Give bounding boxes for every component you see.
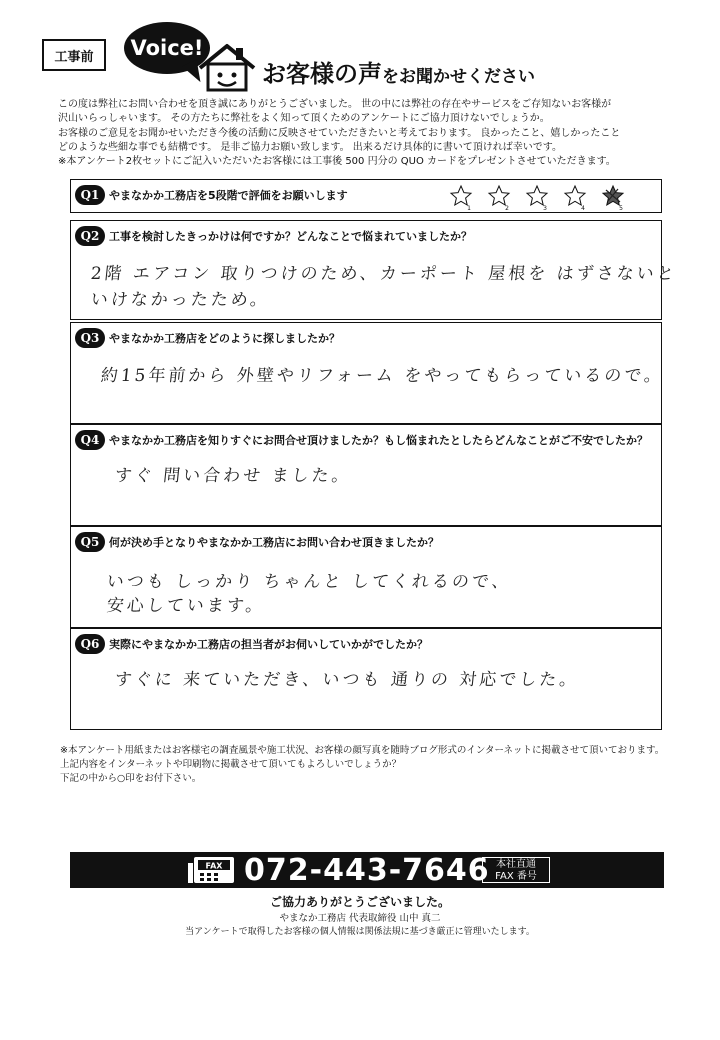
title-main: お客様の声 <box>262 60 382 88</box>
intro-line: この度は弊社にお問い合わせを頂き誠にありがとうございました。 世の中には弊社の存在やサービスをご存知ないお客様が <box>58 99 612 110</box>
star-5-selected[interactable] <box>601 184 625 212</box>
intro-line: 沢山いらっしゃいます。 その方たちに弊社をよく知って頂くためのアンケートにご協力頂けないでしょうか。 <box>58 113 550 125</box>
fax-machine-icon <box>186 855 236 885</box>
question-q5 <box>70 526 662 628</box>
question-q1 <box>70 179 662 213</box>
question-badge: Q5 <box>75 532 105 552</box>
note-line: 下記の中から○印をお付下さい。 <box>60 773 202 784</box>
intro-line: お客様のご意見をお聞かせいただき今後の活動に反映させていただきたいと考えております。 良かったこと、嬉しかったこと <box>58 127 621 139</box>
star-2[interactable] <box>487 184 511 212</box>
thanks-message: ご協力ありがとうございました。 <box>269 895 450 909</box>
question-text: 何が決め手となりやまなかか工務店にお問い合わせ頂きましたか？ <box>109 536 439 549</box>
question-badge: Q6 <box>75 634 105 654</box>
voice-bubble: Voice! <box>124 22 210 74</box>
fax-number[interactable]: 072-443-7646 <box>244 852 490 888</box>
publication-consent-note <box>60 744 664 786</box>
question-text: 実際にやまなかか工務店の担当者がお伺いしていかがでしたか？ <box>109 638 428 651</box>
question-badge: Q3 <box>75 328 105 348</box>
star-number: 1 <box>467 205 471 212</box>
intro-line: どのような些細な事でも結構です。 是非ご協力お願い致します。 出来るだけ具体的に書いて頂ければ幸いです。 <box>58 141 562 153</box>
handwritten-answer: 安心しています。 <box>105 596 267 616</box>
question-text: やまなかか工務店をどのように探しましたか？ <box>109 332 340 345</box>
page-title <box>262 54 535 89</box>
question-badge: Q4 <box>75 430 105 450</box>
note-line: ※本アンケート用紙またはお客様宅の調査風景や施工状況、お客様の顔写真を随時ブログ形式のインターネットに掲載させて頂いております。 <box>60 745 665 756</box>
question-badge: Q1 <box>75 185 105 205</box>
rating-stars <box>449 184 625 212</box>
fax-label <box>482 857 550 883</box>
note-line: 上記内容をインターネットや印刷物に掲載させて頂いてもよろしいでしょうか？ <box>60 759 402 770</box>
fax-label-line: FAX 番号 <box>495 871 537 882</box>
question-text: 工事を検討したきっかけは何ですか？どんなことで悩まれていましたか？ <box>109 230 472 243</box>
fax-icon-label: FAX <box>205 861 223 871</box>
star-4[interactable] <box>563 184 587 212</box>
handwritten-answer: 約15年前から 外壁やリフォーム をやってもらっているので。 <box>99 366 666 386</box>
question-q3 <box>70 322 666 424</box>
star-number: 4 <box>581 205 585 212</box>
question-q4 <box>70 424 662 526</box>
handwritten-answer: 2階 エアコン 取りつけのため、カーポート 屋根を はずさないと <box>89 264 678 284</box>
handwritten-answer: いけなかったため。 <box>89 290 272 310</box>
star-1[interactable] <box>449 184 473 212</box>
fax-label-line: 本社直通 <box>496 859 536 870</box>
stage-label: 工事前 <box>42 39 106 71</box>
question-text: やまなかか工務店を知りすぐにお問合せ頂けましたか？もし悩まれたとしたらどんなことがご不安でしたか？ <box>109 434 648 447</box>
question-badge: Q2 <box>75 226 105 246</box>
handwritten-answer: すぐ 問い合わせ ました。 <box>113 466 353 486</box>
company-name: やまなか工務店 代表取締役 山中 真二 <box>279 913 441 924</box>
handwritten-answer: いつも しっかり ちゃんと してくれるので、 <box>105 572 513 592</box>
question-text: やまなかか工務店を5段階で評価をお願いします <box>109 189 348 202</box>
intro-line: ※本アンケート2枚セットにご記入いただいたお客様には工事後 500 円分の QUO カードをプレゼントさせていただきます。 <box>58 156 616 168</box>
privacy-note: 当アンケートで取得したお客様の個人情報は関係法規に基づき厳正に管理いたします。 <box>185 927 535 937</box>
star-number: 5 <box>619 205 623 212</box>
handwritten-answer: すぐに 来ていただき、いつも 通りの 対応でした。 <box>113 670 581 690</box>
intro-text <box>58 98 678 169</box>
star-number: 3 <box>543 205 547 212</box>
question-q6 <box>70 628 662 730</box>
star-3[interactable] <box>525 184 549 212</box>
question-q2 <box>70 220 678 320</box>
smiling-house-icon <box>196 42 258 94</box>
star-number: 2 <box>505 205 509 212</box>
title-sub: をお聞かせください <box>382 67 535 87</box>
